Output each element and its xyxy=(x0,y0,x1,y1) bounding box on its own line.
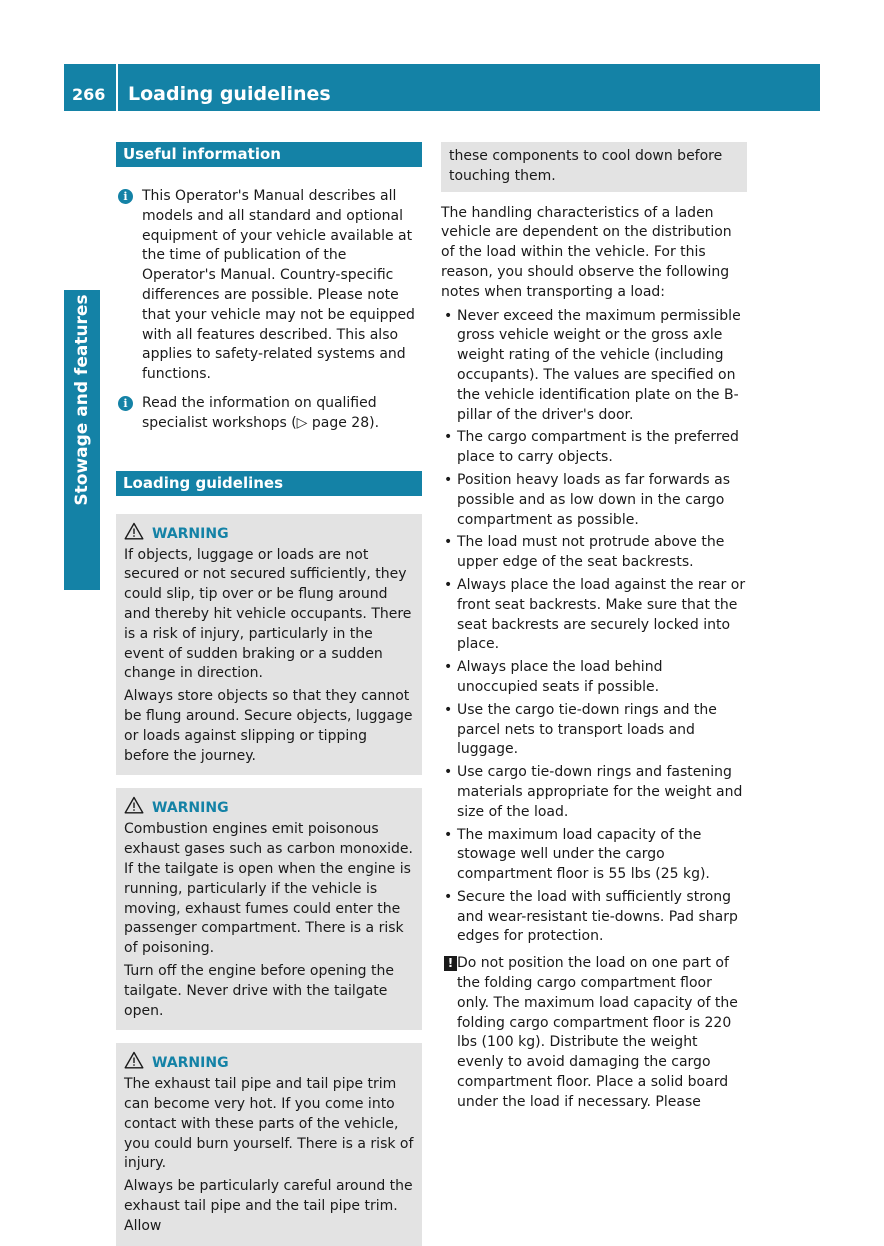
warning-text: Always be particularly careful around the exhaust tail pipe and the tail pipe trim. Allow xyxy=(124,1178,413,1234)
list-item: • The load must not protrude above the upper edge of the seat backrests. xyxy=(441,533,747,573)
list-item: • Always place the load against the rear or front seat backrests. Make sure that the seat backrests are securely locked into place. xyxy=(441,576,747,655)
info-icon: i xyxy=(118,189,133,204)
warning-text: The exhaust tail pipe and tail pipe trim can become very hot. If you come into contact with these parts of the vehicle, you could burn yourself. There is a risk of injury. xyxy=(124,1076,414,1172)
list-item: • The cargo compartment is the preferred place to carry objects. xyxy=(441,428,747,468)
info-text: Read the information on qualified specialist workshops (▷ page 28). xyxy=(142,394,380,431)
exclamation-icon: ! xyxy=(444,956,457,971)
info-item xyxy=(116,394,422,434)
side-tab-label: Stowage and features xyxy=(72,294,92,506)
list-item: • Use cargo tie-down rings and fastening materials appropriate for the weight and size of the load. xyxy=(441,763,747,822)
warning-title: WARNING xyxy=(152,525,229,542)
page-number: 266 xyxy=(72,85,106,104)
warning-text: Always store objects so that they cannot be flung around. Secure objects, luggage or loads against slipping or tipping before the journey. xyxy=(124,688,413,764)
warning-header xyxy=(124,796,414,818)
intro-paragraph: The handling characteristics of a laden vehicle are dependent on the distribution of the load within the vehicle. For this reason, you should observe the following notes when transporting a load: xyxy=(441,204,732,300)
side-tab-marker xyxy=(64,545,100,590)
warning-text: Combustion engines emit poisonous exhaust gases such as carbon monoxide. If the tailgate is open when the engine is running, particularly if the vehicle is moving, exhaust fumes could enter the passenger compartment. There is a risk of poisoning. xyxy=(124,821,413,957)
info-text: This Operator's Manual describes all models and all standard and optional equipment of your vehicle available at the time of publication of the Operator's Manual. Country-specific differences are possible. Please note that your vehicle may not be equipped with all features described. This also applies to safety-related systems and functions. xyxy=(142,188,415,383)
warning-triangle-icon xyxy=(124,1051,144,1069)
warning-header xyxy=(124,522,414,544)
warning-box xyxy=(116,1043,422,1245)
list-item: • The maximum load capacity of the stowage well under the cargo compartment floor is 55 lbs (25 kg). xyxy=(441,826,747,885)
info-item xyxy=(116,187,422,385)
right-column xyxy=(441,142,747,1113)
warning-triangle-icon xyxy=(124,522,144,540)
list-item: • Always place the load behind unoccupied seats if possible. xyxy=(441,658,747,698)
warning-continuation-box xyxy=(441,142,747,192)
warning-title: WARNING xyxy=(152,1055,229,1072)
warning-header xyxy=(124,1051,414,1073)
warning-title: WARNING xyxy=(152,800,229,817)
list-item: • Position heavy loads as far forwards as possible and as low down in the cargo compartment as possible. xyxy=(441,471,747,530)
warning-continuation-text: these components to cool down before touching them. xyxy=(449,148,723,184)
loading-notes-list xyxy=(441,307,747,948)
info-icon: i xyxy=(118,396,133,411)
note-item xyxy=(441,954,747,1112)
warning-box xyxy=(116,514,422,776)
list-item: • Secure the load with sufficiently strong and wear-resistant tie-downs. Pad sharp edges for protection. xyxy=(441,888,747,947)
list-item: • Never exceed the maximum permissible gross vehicle weight or the gross axle weight rating of the vehicle (including occupants). The values are specified on the vehicle identification plate on the B-pillar of the driver's door. xyxy=(441,307,747,426)
list-item: • Use the cargo tie-down rings and the parcel nets to transport loads and luggage. xyxy=(441,701,747,760)
useful-information-heading: Useful information xyxy=(116,142,422,167)
warning-text: Turn off the engine before opening the tailgate. Never drive with the tailgate open. xyxy=(124,962,394,1019)
loading-guidelines-heading: Loading guidelines xyxy=(116,471,422,496)
warning-text: If objects, luggage or loads are not secured or not secured sufficiently, they could slip, tip over or be flung around and thereby hit vehicle occupants. There is a risk of injury, particularly in the event of sudden braking or a sudden change in direction. xyxy=(124,546,412,682)
warning-box xyxy=(116,788,422,1030)
header-divider xyxy=(116,64,118,111)
note-text: Do not position the load on one part of the folding cargo compartment floor only. The maximum load capacity of the folding cargo compartment floor is 220 lbs (100 kg). Distribute the weight evenly to avoid damaging the cargo compartment floor. Place a solid board under the load if necessary. Please xyxy=(457,955,738,1110)
warning-triangle-icon xyxy=(124,796,144,814)
left-column xyxy=(116,142,422,1246)
page-title: Loading guidelines xyxy=(128,83,331,105)
